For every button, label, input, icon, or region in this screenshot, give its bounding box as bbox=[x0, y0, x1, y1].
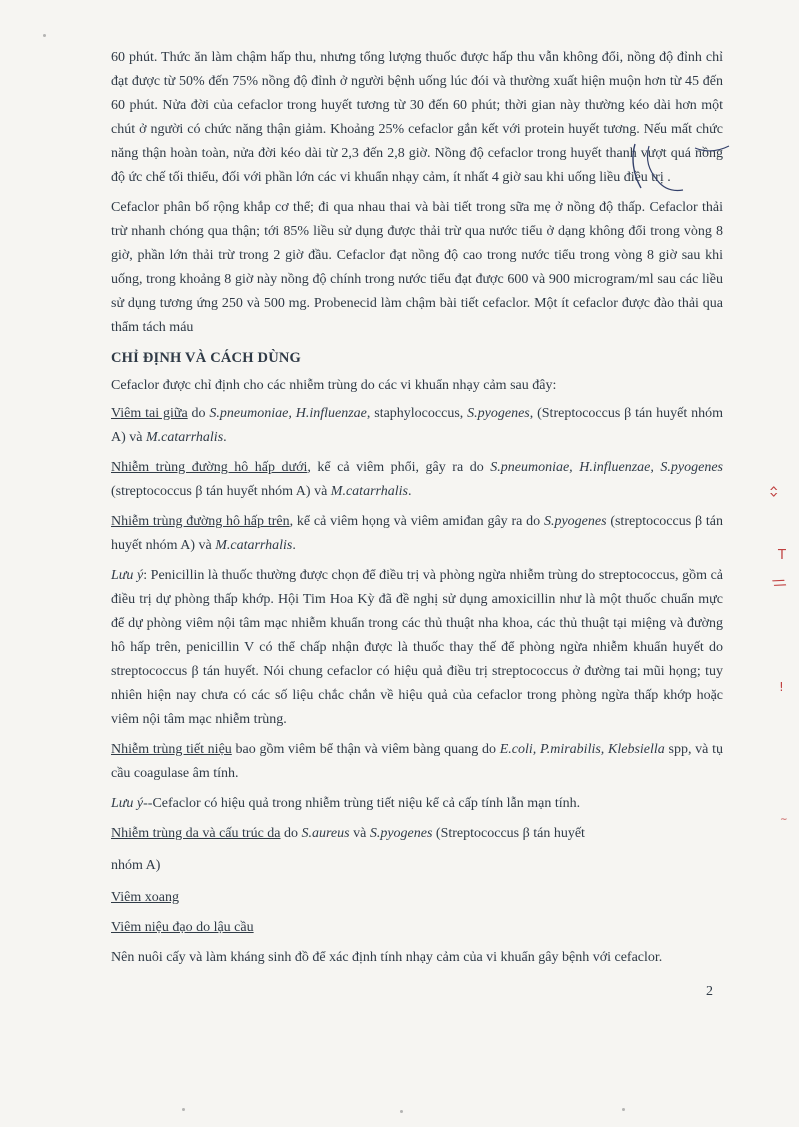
note-label: Lưu ý bbox=[111, 796, 144, 811]
margin-stamp-mark: ~ bbox=[780, 815, 788, 825]
scan-speck bbox=[622, 1108, 625, 1111]
closing-sentence: Nên nuôi cấy và làm kháng sinh đồ để xác định tính nhạy cảm của vi khuẩn gây bệnh với cefaclor. bbox=[111, 950, 663, 965]
margin-stamp-mark: T bbox=[778, 548, 786, 563]
organism-name: S.pyogenes bbox=[467, 406, 530, 421]
indication-otitis-media bbox=[111, 402, 723, 450]
indication-text: , staphylococcus, bbox=[366, 406, 468, 421]
note-label: Lưu ý bbox=[111, 568, 144, 583]
indication-text: spp, và tụ cầu coagulase âm tính. bbox=[111, 742, 723, 781]
note-text: --Cefaclor có hiệu quả trong nhiễm trùng tiết niệu kể cả cấp tính lẫn mạn tính. bbox=[143, 796, 581, 811]
handwritten-mark bbox=[605, 140, 735, 200]
indication-gonococcal-urethritis bbox=[111, 916, 723, 940]
indication-text: . bbox=[223, 430, 227, 445]
organism-name: M.catarrhalis bbox=[146, 430, 224, 445]
indication-text: . bbox=[407, 484, 412, 499]
indication-lower-respiratory bbox=[111, 456, 723, 504]
organism-name: S.aureus bbox=[301, 826, 350, 841]
pharmacokinetics-paragraph-2: Cefaclor phân bố rộng khắp cơ thể; đi qua nhau thai và bài tiết trong sữa mẹ ở nồng độ thấp. Cefaclor thải trừ nhanh chóng qua thận; tới 85% liều sử dụng được thải trừ qua nước tiểu ở dạng không đổi trong vòng 8 giờ, phần lớn thải trừ trong 2 giờ đầu. Cefaclor đạt nồng độ cao trong nước tiểu trong vòng 8 giờ sau khi uống, trong khoảng 8 giờ này nồng độ chính trong nước tiểu đạt được 600 và 900 microgram/ml sau các liều sử dụng tương ứng 250 và 500 mg. Probenecid làm chậm bài tiết cefaclor. Một ít cefaclor được đào thải qua thẩm tách máu bbox=[111, 200, 723, 335]
indication-text: (streptococcus β tán huyết nhóm A) và bbox=[111, 484, 331, 499]
organism-name: S.pyogenes bbox=[369, 826, 433, 841]
indication-title: Viêm tai giữa bbox=[111, 406, 188, 421]
scan-speck bbox=[400, 1110, 403, 1113]
indication-title: Nhiễm trùng tiết niệu bbox=[111, 742, 232, 757]
indication-text: (streptococcus β tán huyết nhóm A) và bbox=[111, 514, 723, 553]
pharmacokinetics-paragraph-1: 60 phút. Thức ăn làm chậm hấp thu, nhưng tổng lượng thuốc được hấp thu vẫn không đổi, nồng độ đỉnh chỉ đạt được từ 50% đến 75% nồng độ đỉnh ở người bệnh uống lúc đói và thường xuất hiện muộn hơn từ 45 đến 60 phút. Nửa đời của cefaclor trong huyết tương từ 30 đến 60 phút; thời gian này thường kéo dài hơn một chút ở người có chức năng thận giảm. Khoảng 25% cefaclor gắn kết với protein huyết tương. Nếu mất chức năng thận hoàn toàn, nửa đời kéo dài từ 2,3 đến 2,8 giờ. Nồng độ cefaclor trong huyết thanh vượt quá nồng độ ức chế tối thiểu, đối với phần lớn các vi khuẩn nhạy cảm, ít nhất 4 giờ sau khi uống liều điều trị . bbox=[111, 50, 723, 185]
note-text: : Penicillin là thuốc thường được chọn để điều trị và phòng ngừa nhiễm trùng do streptococcus, gồm cả điều trị dự phòng thấp khớp. Hội Tim Hoa Kỳ đã đề nghị sử dụng amoxicillin như là một thuốc chuẩn mực để dự phòng viêm nội tâm mạc nhiễm khuẩn trong các thủ thuật nha khoa, các thủ thuật tại miệng và đường hô hấp trên, penicillin V có thể chấp nhận được là thuốc thay thế để phòng ngừa nhiễm khuẩn huyết do streptococcus β tán huyết. Nói chung cefaclor có hiệu quả điều trị streptococcus ở đường tai mũi họng; tuy nhiên hiện nay chưa có các số liệu chắc chắn về hiệu quả của cefaclor trong phòng ngừa thấp khớp hoặc viêm nội tâm mạc nhiễm trùng. bbox=[111, 568, 723, 727]
indication-title: Nhiễm trùng đường hô hấp trên bbox=[111, 514, 290, 529]
indication-upper-respiratory bbox=[111, 510, 723, 558]
indication-text: . bbox=[292, 538, 296, 553]
indication-text: , kể cả viêm phổi, gây ra do bbox=[307, 460, 491, 475]
indication-text: bao gồm viêm bể thận và viêm bàng quang do bbox=[231, 742, 500, 757]
organism-name: E.coli, P.mirabilis, Klebsiella bbox=[499, 742, 665, 757]
margin-stamp-mark: // bbox=[769, 575, 788, 591]
scan-speck bbox=[43, 34, 46, 37]
section-heading: CHỈ ĐỊNH VÀ CÁCH DÙNG bbox=[111, 350, 302, 366]
note-urinary bbox=[111, 792, 723, 816]
indication-urinary-tract bbox=[111, 738, 723, 786]
indication-sinusitis bbox=[111, 886, 723, 910]
indication-text: do bbox=[187, 406, 210, 421]
indication-skin bbox=[111, 822, 723, 846]
indication-text: , kể cả viêm họng và viêm amiđan gây ra do bbox=[289, 514, 544, 529]
margin-stamp-mark: ! bbox=[779, 680, 784, 694]
margin-stamp-mark: ‹› bbox=[764, 485, 784, 498]
organism-name: M.catarrhalis bbox=[215, 538, 293, 553]
indication-text: và bbox=[349, 826, 370, 841]
organism-name: M.catarrhalis bbox=[330, 484, 408, 499]
note-penicillin bbox=[111, 564, 723, 732]
indications-intro: Cefaclor được chỉ định cho các nhiễm trùng do các vi khuẩn nhạy cảm sau đây: bbox=[111, 378, 557, 393]
indication-skin-continued: nhóm A) bbox=[111, 858, 161, 873]
indication-text: (Streptococcus β tán huyết bbox=[432, 826, 585, 841]
scan-speck bbox=[182, 1108, 185, 1111]
indication-title: Viêm niệu đạo do lậu cầu bbox=[111, 920, 254, 935]
indication-text: , (Streptococcus β tán huyết nhóm A) và bbox=[111, 406, 723, 445]
organism-name: S.pneumoniae, H.influenzae bbox=[209, 406, 367, 421]
organism-name: S.pneumoniae, H.influenzae, S.pyogenes bbox=[490, 460, 723, 475]
indication-title: Nhiễm trùng đường hô hấp dưới bbox=[111, 460, 308, 475]
indication-title: Nhiễm trùng da và cấu trúc da bbox=[111, 826, 281, 841]
page-number: 2 bbox=[706, 984, 713, 999]
indication-text: do bbox=[280, 826, 302, 841]
organism-name: S.pyogenes bbox=[543, 514, 607, 529]
indication-title: Viêm xoang bbox=[111, 890, 179, 905]
